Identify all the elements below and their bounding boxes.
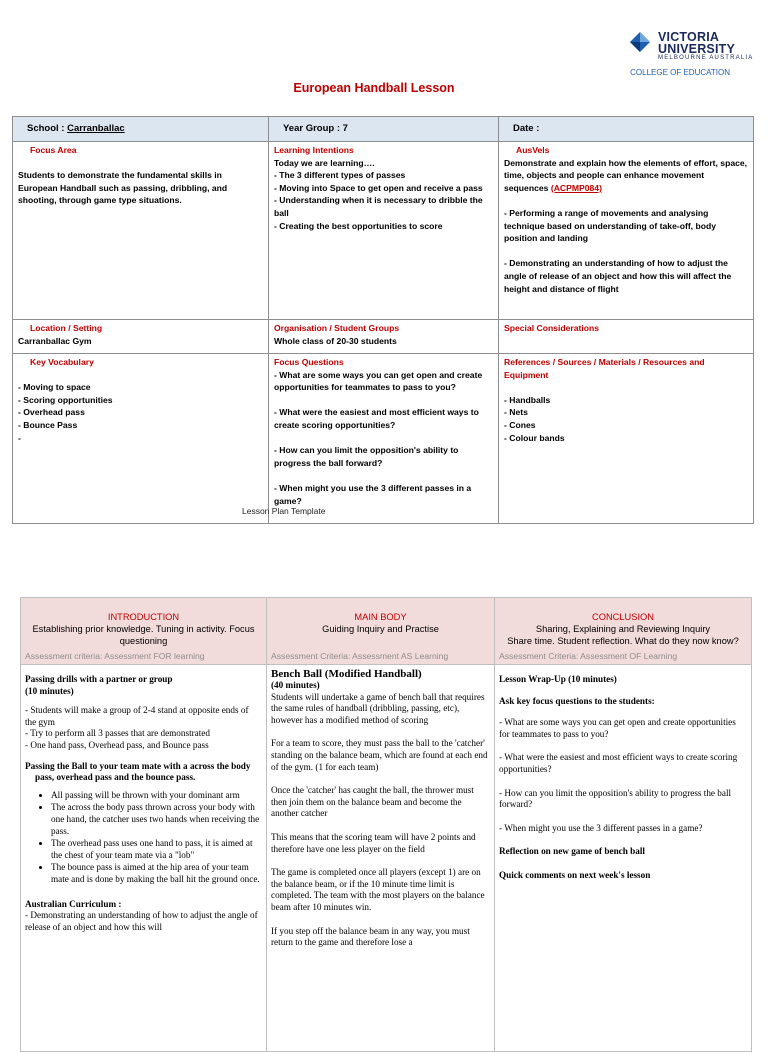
conclusion-title: CONCLUSION bbox=[592, 612, 654, 622]
main-paragraph: If you step off the balance beam in any way, you must return to the game and therefore lose a bbox=[271, 925, 470, 948]
focus-question: - What are some ways you can get open and create opportunities for teammates to pass to you? bbox=[274, 369, 483, 393]
date-cell: Date : bbox=[499, 117, 754, 142]
focus-question: - What were the easiest and most efficient ways to create scoring opportunities? bbox=[274, 407, 479, 430]
conclusion-heading: Quick comments on next week's lesson bbox=[499, 869, 651, 880]
ausvels-heading: AusVels bbox=[516, 145, 550, 155]
conclusion-heading: Lesson Wrap-Up (10 minutes) bbox=[499, 674, 617, 684]
intro-line: - Students will make a group of 2-4 stand at opposite ends of the gym bbox=[25, 705, 249, 727]
main-body-header bbox=[267, 598, 495, 665]
intention-line: - Moving into Space to get open and receive a pass bbox=[274, 182, 483, 193]
phase-header-row bbox=[21, 598, 752, 665]
bullet-item: • The bounce pass is aimed at the hip area of your team mate and is done by making the ball hit the ground once. bbox=[51, 862, 262, 885]
intro-line: - One hand pass, Overhead pass, and Bounce pass bbox=[25, 739, 209, 750]
vocabulary-item: - Bounce Pass bbox=[18, 419, 78, 430]
logo-location: MELBOURNE AUSTRALIA bbox=[658, 55, 754, 61]
learning-intentions-heading: Learning Intentions bbox=[274, 145, 354, 155]
lesson-phases-table bbox=[20, 597, 752, 1052]
main-paragraph: Once the 'catcher' has caught the ball, the thrower must then join them on the balance beam and become the another catcher bbox=[271, 785, 474, 819]
introduction-title: INTRODUCTION bbox=[107, 612, 180, 622]
intro-subheading: Passing the Ball to your team mate with a across the body pass, overhead pass and the bounce pass. bbox=[25, 760, 251, 783]
main-body-criteria: Assessment Criteria: Assessment AS Learning bbox=[271, 651, 449, 661]
ausvels-text: - Demonstrating an understanding of how to adjust the angle of release of an object and how this will affect the height and distance of flight bbox=[504, 258, 732, 294]
ausvels-cell bbox=[499, 142, 754, 320]
curriculum-text: - Demonstrating an understanding of how to adjust the angle of release of an object and how this will bbox=[25, 910, 258, 932]
focus-question: - How can you limit the opposition's ability to progress the ball forward? bbox=[274, 445, 459, 468]
conclusion-question: - What are some ways you can get open and create opportunities for teammates to pass to you? bbox=[499, 717, 736, 739]
intention-line: - The 3 different types of passes bbox=[274, 170, 406, 181]
intro-line: - Try to perform all 3 passes that are demonstrated bbox=[25, 728, 210, 739]
focus-row bbox=[13, 142, 754, 320]
main-paragraph: Students will undertake a game of bench ball that requires the same rules of handball (dribbling, passing, etc), however has a modified method of scoring bbox=[271, 691, 485, 725]
school-cell: School : Carranballac bbox=[13, 117, 269, 142]
intro-time: (10 minutes) bbox=[25, 685, 74, 696]
main-paragraph: The game is completed once all players (except 1) are on the balance beam, or if the 10 minute time limit is completed. The team with the most players on the balance beam after 10 minutes win. bbox=[271, 867, 485, 912]
template-caption: Lesson Plan Template bbox=[242, 506, 326, 516]
vocabulary-heading: Key Vocabulary bbox=[30, 357, 94, 367]
learning-intentions-cell bbox=[269, 142, 499, 320]
reference-item: - Colour bands bbox=[504, 432, 565, 443]
passing-bullets bbox=[25, 790, 262, 886]
special-considerations-heading: Special Considerations bbox=[504, 323, 600, 333]
conclusion-body bbox=[495, 665, 752, 1052]
introduction-header bbox=[21, 598, 267, 665]
introduction-body bbox=[21, 665, 267, 1052]
vocabulary-item: - Overhead pass bbox=[18, 407, 85, 418]
conclusion-question: - When might you use the 3 different passes in a game? bbox=[499, 822, 703, 833]
main-paragraph: For a team to score, they must pass the ball to the 'catcher' standing on the balance beam, which are found at each end of the gym. (1 for each team) bbox=[271, 738, 488, 772]
special-considerations-cell bbox=[499, 320, 754, 354]
conclusion-subtitle: Share time. Student reflection. What do they now know? bbox=[507, 636, 739, 646]
focus-question: - When might you use the 3 different passes in a game? bbox=[274, 482, 472, 506]
conclusion-heading: Ask key focus questions to the students: bbox=[499, 695, 655, 706]
school-value: Carranballac bbox=[67, 122, 125, 134]
conclusion-heading: Reflection on new game of bench ball bbox=[499, 846, 645, 857]
location-value: Carranballac Gym bbox=[18, 335, 92, 346]
references-heading: References / Sources / Materials / Resources and Equipment bbox=[504, 357, 705, 380]
location-cell bbox=[13, 320, 269, 354]
conclusion-subtitle: Sharing, Explaining and Reviewing Inquiry bbox=[535, 624, 711, 634]
vocabulary-item: - Scoring opportunities bbox=[18, 394, 113, 405]
main-body-body bbox=[267, 665, 495, 1052]
curriculum-code-link[interactable]: (ACPMP084) bbox=[550, 182, 602, 193]
organisation-value: Whole class of 20-30 students bbox=[274, 335, 397, 346]
main-body-title: MAIN BODY bbox=[354, 612, 407, 622]
reference-item: - Nets bbox=[504, 407, 528, 418]
reference-item: - Cones bbox=[504, 419, 536, 430]
logo-college: COLLEGE OF EDUCATION bbox=[630, 68, 730, 77]
diamond-logo-icon bbox=[630, 32, 650, 52]
curriculum-heading: Australian Curriculum : bbox=[25, 898, 122, 909]
introduction-subtitle: Establishing prior knowledge. Tuning in activity. Focus questioning bbox=[32, 624, 255, 646]
ausvels-text: - Performing a range of movements and analysing technique based on understanding of take-off, body position and landing bbox=[504, 207, 716, 244]
references-cell bbox=[499, 354, 754, 524]
main-paragraph: This means that the scoring team will have 2 points and therefore have one less player on the field bbox=[271, 831, 476, 854]
phase-body-row bbox=[21, 665, 752, 1052]
year-group-cell: Year Group : 7 bbox=[269, 117, 499, 142]
bullet-item: • All passing will be thrown with your dominant arm bbox=[51, 790, 262, 802]
vocabulary-cell bbox=[13, 354, 269, 524]
conclusion-question: - What were the easiest and most efficient ways to create scoring opportunities? bbox=[499, 752, 738, 774]
main-time: (40 minutes) bbox=[271, 680, 320, 690]
focus-area-heading: Focus Area bbox=[30, 145, 77, 155]
location-heading: Location / Setting bbox=[30, 323, 103, 333]
vocabulary-row bbox=[13, 354, 754, 524]
main-heading: Bench Ball (Modified Handball) bbox=[271, 668, 422, 680]
intention-line: - Creating the best opportunities to score bbox=[274, 220, 443, 231]
intention-line: Today we are learning…. bbox=[274, 157, 375, 168]
bullet-item: • The across the body pass thrown across your body with one hand, the catcher uses two hands when receiving the pass. bbox=[51, 802, 262, 837]
introduction-criteria: Assessment criteria: Assessment FOR learning bbox=[25, 651, 205, 661]
logo-name: VICTORIA UNIVERSITY bbox=[658, 30, 736, 56]
organisation-heading: Organisation / Student Groups bbox=[274, 323, 400, 333]
lesson-plan-table bbox=[12, 116, 754, 524]
location-row bbox=[13, 320, 754, 354]
conclusion-question: - How can you limit the opposition's ability to progress the ball forward? bbox=[499, 787, 732, 810]
bullet-item: • The overhead pass uses one hand to pass, it is aimed at the chest of your team mate via a "lob" bbox=[51, 838, 262, 861]
focus-questions-heading: Focus Questions bbox=[274, 357, 344, 367]
main-body-subtitle: Guiding Inquiry and Practise bbox=[322, 624, 439, 634]
reference-item: - Handballs bbox=[504, 394, 551, 405]
conclusion-header bbox=[495, 598, 752, 665]
vocabulary-item: - Moving to space bbox=[18, 382, 91, 393]
page-title: European Handball Lesson bbox=[293, 81, 455, 95]
focus-area-cell bbox=[13, 142, 269, 320]
organisation-cell bbox=[269, 320, 499, 354]
intro-heading: Passing drills with a partner or group bbox=[25, 674, 173, 684]
conclusion-criteria: Assessment Criteria: Assessment OF Learning bbox=[499, 651, 678, 661]
vocabulary-item: - bbox=[18, 432, 21, 443]
focus-questions-cell bbox=[269, 354, 499, 524]
ausvels-text: Demonstrate and explain how the elements of effort, space, time, objects and people can enhance movement sequences (ACPMP084) bbox=[504, 157, 748, 193]
focus-area-text: Students to demonstrate the fundamental skills in European Handball such as passing, dribbling, and shooting, through game type situations. bbox=[18, 170, 228, 206]
header-row bbox=[13, 117, 754, 142]
intention-line: - Understanding when it is necessary to dribble the ball bbox=[274, 195, 483, 218]
